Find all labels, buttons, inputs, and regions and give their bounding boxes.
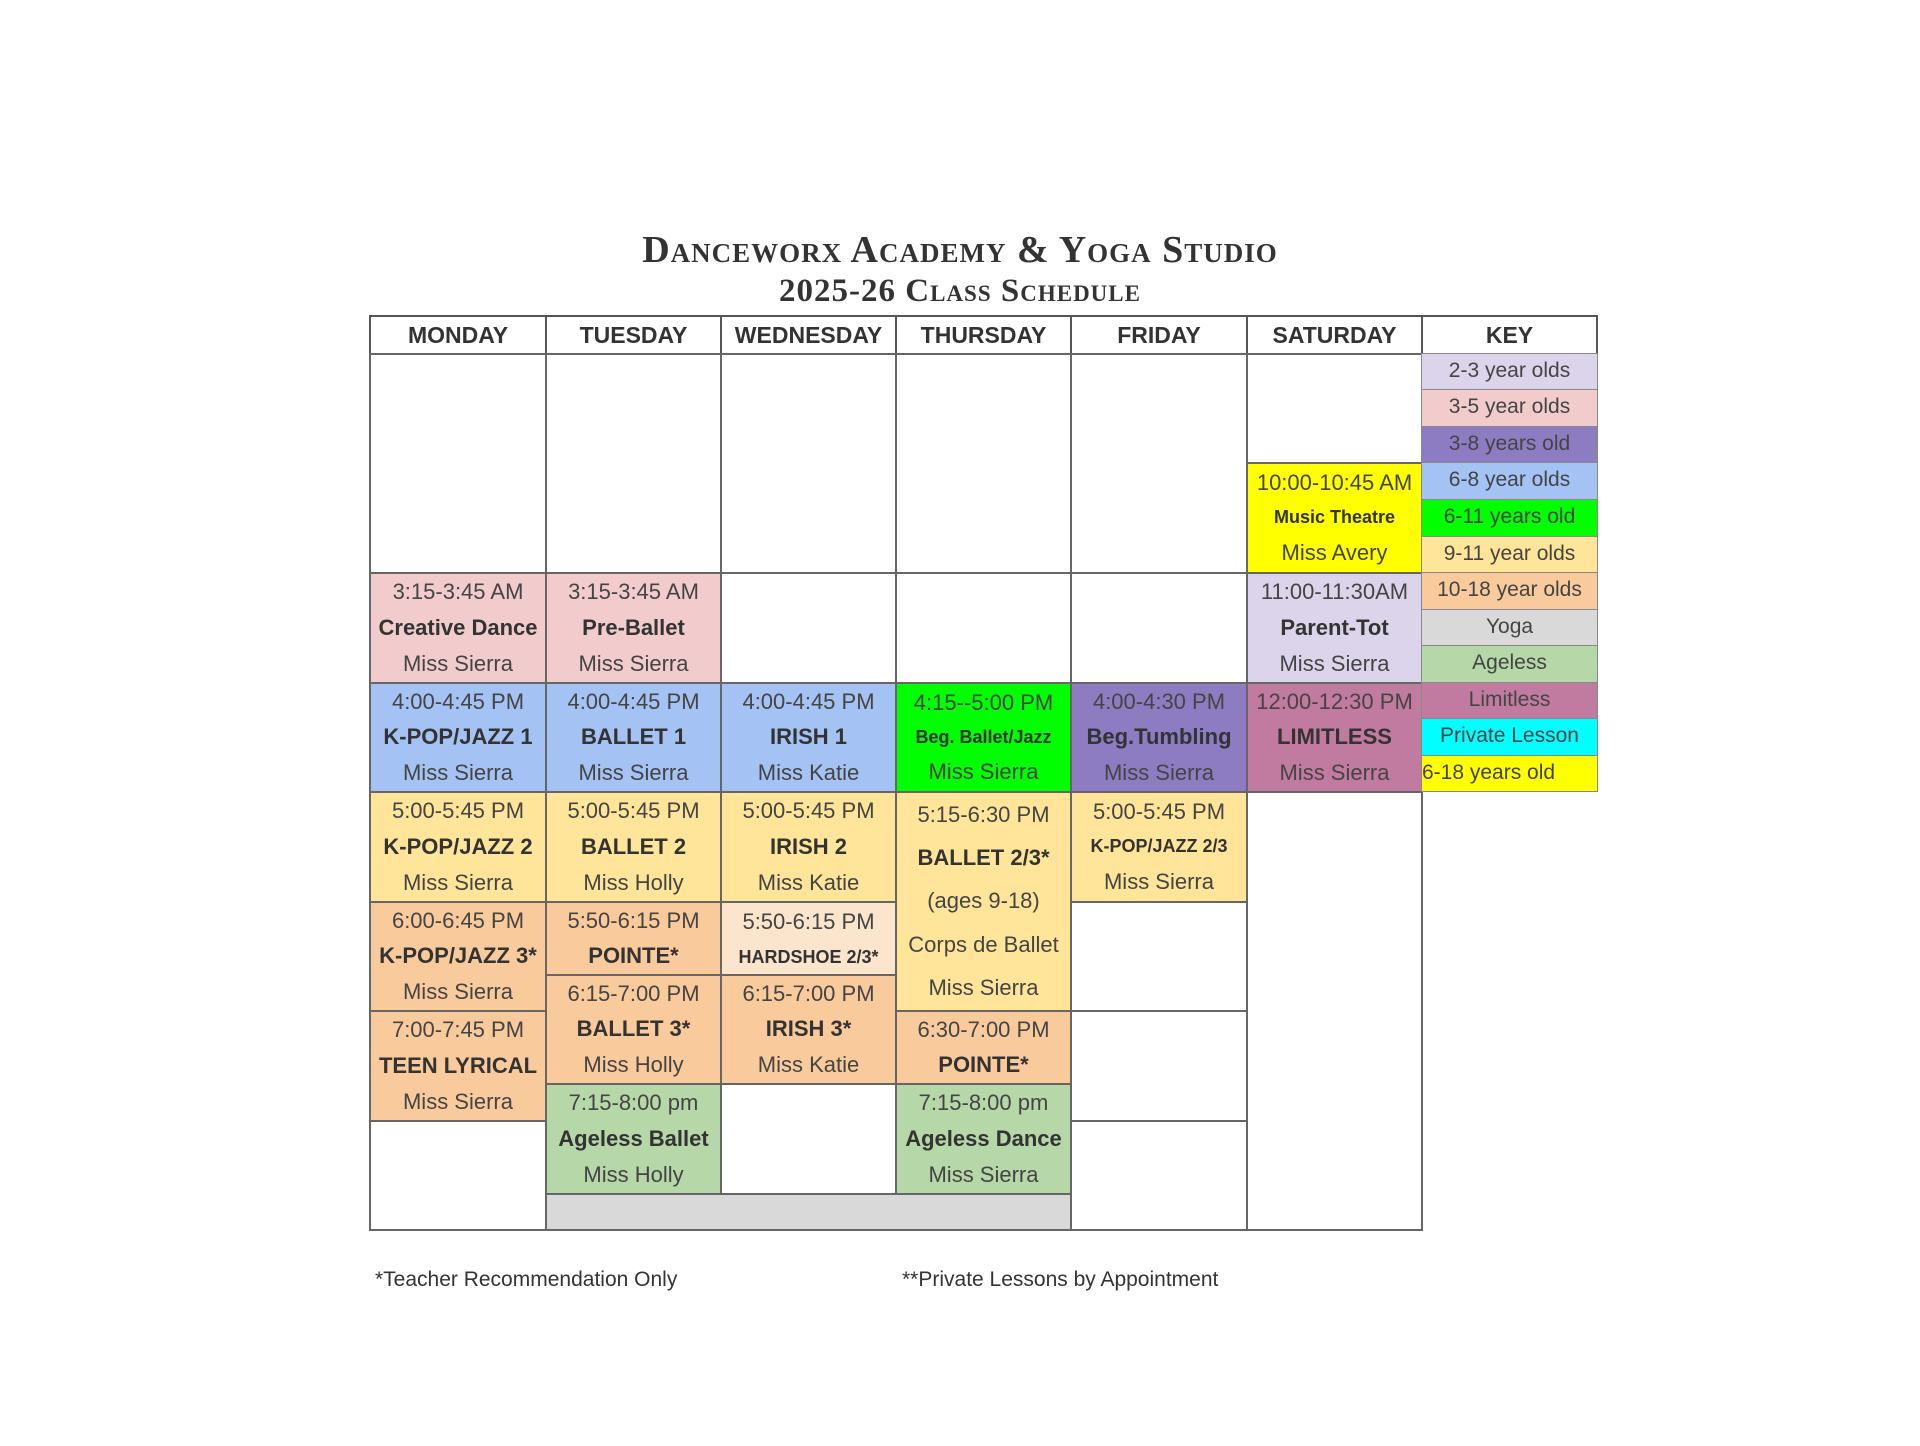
empty-slot	[1070, 353, 1248, 574]
yoga-bar	[545, 1193, 1072, 1231]
empty-slot	[1070, 572, 1248, 684]
class-ages: (ages 9-18)	[927, 888, 1040, 914]
class-name: IRISH 1	[769, 724, 848, 750]
class-tue2[interactable]	[545, 682, 722, 793]
class-teacher: Miss Sierra	[1279, 651, 1390, 676]
class-time: 5:50-6:15 PM	[567, 907, 700, 933]
class-name: BALLET 2	[580, 834, 687, 859]
class-name: HARDSHOE 2/3*	[738, 947, 879, 967]
class-fri3[interactable]	[1070, 791, 1248, 903]
class-teacher: Miss Sierra	[402, 870, 513, 895]
key-item: 6-11 years old	[1421, 499, 1598, 537]
class-teacher: Miss Holly	[583, 1052, 684, 1078]
class-time: 6:15-7:00 PM	[567, 980, 700, 1006]
class-name: Beg. Ballet/Jazz	[915, 726, 1052, 747]
class-name: IRISH 3*	[765, 1016, 852, 1042]
class-name: BALLET 3*	[576, 1016, 691, 1042]
class-teacher: Miss Sierra	[402, 1089, 513, 1114]
empty-slot	[720, 353, 897, 574]
key-item: 2-3 year olds	[1421, 353, 1598, 390]
header-monday: MONDAY	[369, 315, 547, 355]
class-name: K-POP/JAZZ 2/3	[1090, 836, 1228, 857]
empty-slot	[720, 572, 897, 684]
class-thu3[interactable]	[895, 791, 1072, 1012]
class-teacher: Miss Katie	[757, 760, 860, 786]
schedule-title: Danceworx Academy & Yoga Studio	[642, 229, 1278, 271]
class-time: 7:15-8:00 pm	[918, 1090, 1049, 1115]
class-subtitle: Corps de Ballet	[908, 931, 1059, 957]
empty-slot	[1246, 353, 1423, 464]
class-name: POINTE*	[938, 1052, 1029, 1078]
header-friday: FRIDAY	[1070, 315, 1248, 355]
class-wed2[interactable]	[720, 682, 897, 793]
class-teacher: Miss Katie	[757, 1052, 860, 1078]
empty-slot	[895, 353, 1072, 574]
class-name: BALLET 1	[580, 724, 687, 750]
class-teacher: Miss Sierra	[402, 651, 513, 676]
class-time: 10:00-10:45 AM	[1256, 469, 1413, 495]
class-time: 5:00-5:45 PM	[567, 798, 700, 823]
key-item: Ageless	[1421, 645, 1598, 683]
class-teacher: Miss Sierra	[1103, 760, 1214, 786]
class-time: 5:15-6:30 PM	[917, 801, 1050, 827]
class-time: 4:15--5:00 PM	[913, 689, 1054, 715]
class-thu5[interactable]	[895, 1010, 1072, 1085]
class-name: Ageless Dance	[905, 1126, 1062, 1151]
key-item: 3-5 year olds	[1421, 389, 1598, 427]
class-name: Creative Dance	[378, 615, 538, 640]
empty-slot	[369, 353, 547, 574]
key-item: 6-18 years old	[1421, 755, 1598, 792]
class-mon1[interactable]	[369, 572, 547, 684]
class-sat2[interactable]	[1246, 572, 1423, 684]
class-tue5[interactable]	[545, 974, 722, 1085]
key-item: 3-8 years old	[1421, 426, 1598, 463]
class-tue4[interactable]	[545, 901, 722, 976]
empty-slot	[545, 353, 722, 574]
header-saturday: SATURDAY	[1246, 315, 1423, 355]
class-sat3[interactable]	[1246, 682, 1423, 793]
class-time: 6:00-6:45 PM	[391, 907, 525, 933]
key-item: Private Lesson	[1421, 718, 1598, 756]
class-teacher: Miss Sierra	[1279, 760, 1390, 786]
class-time: 5:00-5:45 PM	[742, 798, 875, 823]
class-time: 3:15-3:45 AM	[392, 579, 524, 604]
class-name: Pre-Ballet	[582, 615, 685, 640]
class-name: K-POP/JAZZ 2	[383, 834, 533, 859]
class-name: BALLET 2/3*	[917, 845, 1050, 871]
class-wed3[interactable]	[720, 791, 897, 903]
class-teacher: Miss Avery	[1281, 540, 1388, 566]
class-teacher: Miss Sierra	[578, 760, 689, 786]
class-time: 12:00-12:30 PM	[1256, 688, 1413, 714]
header-tuesday: TUESDAY	[545, 315, 722, 355]
class-teacher: Miss Sierra	[578, 651, 689, 676]
class-wed4[interactable]	[720, 901, 897, 976]
class-name: POINTE*	[588, 943, 679, 969]
class-mon3[interactable]	[369, 791, 547, 903]
key-item: 9-11 year olds	[1421, 536, 1598, 573]
class-teacher: Miss Sierra	[928, 975, 1039, 1001]
class-name: Ageless Ballet	[558, 1126, 709, 1151]
header-key: KEY	[1421, 315, 1598, 355]
class-name: Beg.Tumbling	[1086, 724, 1232, 750]
teacher-recommendation-note: *Teacher Recommendation Only	[375, 1268, 678, 1291]
schedule-subtitle: 2025-26 Class Schedule	[779, 273, 1141, 309]
header-wednesday: WEDNESDAY	[720, 315, 897, 355]
empty-slot	[369, 1120, 547, 1231]
empty-slot	[1070, 1010, 1248, 1122]
class-tue6[interactable]	[545, 1083, 722, 1195]
class-time: 4:00-4:45 PM	[742, 688, 875, 714]
class-mon2[interactable]	[369, 682, 547, 793]
class-time: 5:00-5:45 PM	[391, 798, 525, 823]
key-item: 6-8 year olds	[1421, 462, 1598, 500]
class-wed5[interactable]	[720, 974, 897, 1085]
class-time: 5:50-6:15 PM	[742, 909, 875, 934]
class-name: K-POP/JAZZ 3*	[379, 943, 537, 969]
class-name: IRISH 2	[769, 834, 848, 859]
class-teacher: Miss Sierra	[402, 979, 513, 1005]
class-name: Parent-Tot	[1280, 615, 1389, 640]
class-time: 6:30-7:00 PM	[917, 1016, 1050, 1042]
class-name: TEEN LYRICAL	[378, 1053, 538, 1078]
class-mon5[interactable]	[369, 1010, 547, 1122]
class-tue1[interactable]	[545, 572, 722, 684]
class-thu6[interactable]	[895, 1083, 1072, 1195]
empty-slot	[1070, 901, 1248, 1012]
header-thursday: THURSDAY	[895, 315, 1072, 355]
class-teacher: Miss Sierra	[928, 1162, 1039, 1187]
key-item: Limitless	[1421, 682, 1598, 719]
class-name: LIMITLESS	[1277, 724, 1392, 750]
private-lessons-note: **Private Lessons by Appointment	[902, 1268, 1219, 1291]
key-item: 10-18 year olds	[1421, 572, 1598, 610]
class-thu2[interactable]	[895, 682, 1072, 793]
class-teacher: Miss Holly	[583, 1162, 684, 1187]
class-teacher: Miss Katie	[757, 870, 860, 895]
class-name: Music Theatre	[1273, 507, 1396, 528]
class-time: 3:15-3:45 AM	[568, 579, 699, 604]
class-time: 11:00-11:30AM	[1260, 579, 1409, 604]
class-time: 5:00-5:45 PM	[1092, 798, 1226, 824]
empty-slot	[1070, 1120, 1248, 1231]
class-time: 6:15-7:00 PM	[742, 980, 875, 1006]
class-time: 4:00-4:45 PM	[567, 688, 700, 714]
class-name: K-POP/JAZZ 1	[383, 724, 533, 750]
empty-slot	[895, 572, 1072, 684]
class-mon4[interactable]	[369, 901, 547, 1012]
class-teacher: Miss Sierra	[1103, 869, 1214, 895]
empty-slot	[1246, 791, 1423, 1231]
key-item: Yoga	[1421, 609, 1598, 646]
class-sat1[interactable]	[1246, 462, 1423, 574]
class-tue3[interactable]	[545, 791, 722, 903]
class-time: 7:00-7:45 PM	[391, 1017, 525, 1042]
class-time: 7:15-8:00 pm	[568, 1090, 699, 1115]
class-time: 4:00-4:45 PM	[391, 688, 525, 714]
class-fri2[interactable]	[1070, 682, 1248, 793]
class-teacher: Miss Sierra	[928, 759, 1039, 785]
class-teacher: Miss Holly	[583, 870, 684, 895]
class-teacher: Miss Sierra	[402, 760, 513, 786]
class-time: 4:00-4:30 PM	[1092, 688, 1226, 714]
